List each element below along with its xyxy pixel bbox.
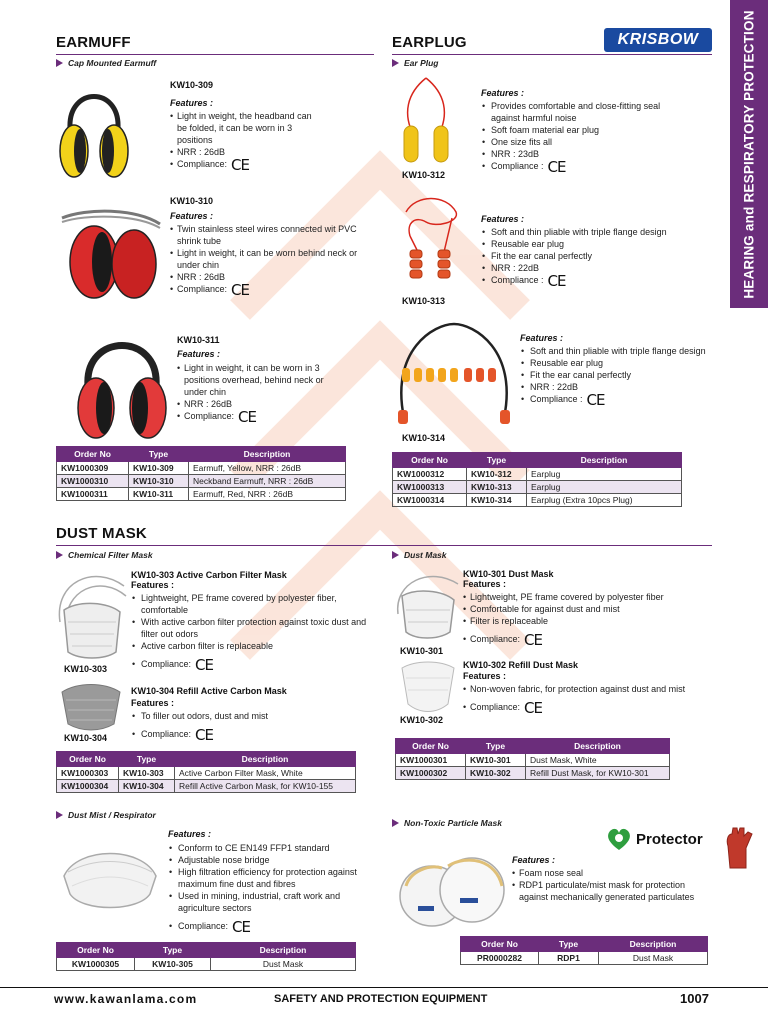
feature-item: • NRR : 26dB <box>170 271 382 283</box>
dust-mask-section-title: DUST MASK <box>56 525 147 542</box>
product-code-kw10-312: KW10-312 <box>402 170 446 180</box>
feature-item: • Lightweight, PE frame covered by polyester fiber <box>463 591 713 603</box>
earmuff-order-table <box>56 446 346 501</box>
refill-dust-mask-image <box>398 660 458 714</box>
product-code-kw10-309: KW10-309 <box>170 80 214 90</box>
table-row: PR0000282 RDP1 Dust Mask <box>461 952 708 965</box>
feature-item: • Twin stainless steel wires connected wit PVC shrink tube <box>170 223 382 247</box>
triangle-bullet-icon <box>392 551 399 559</box>
white-dust-mask-image <box>394 566 462 642</box>
feature-item: • To filler out odors, dust and mist <box>131 710 379 722</box>
features-heading: Features : <box>512 855 556 865</box>
dust-mask-order-table <box>395 738 670 780</box>
red-glove-image <box>722 826 756 870</box>
feature-item: • Foam nose seal <box>512 867 712 879</box>
column-header: Order No <box>57 752 119 767</box>
ce-mark-icon: CE <box>231 156 249 174</box>
features-list-kw10-309 <box>170 110 320 174</box>
earmuff-subheading: Cap Mounted Earmuff <box>56 58 156 68</box>
features-list-kw10-303 <box>131 592 379 674</box>
feature-item: • NRR : 23dB <box>481 148 681 160</box>
feature-item: • NRR : 26dB <box>170 146 320 158</box>
feature-item: • Compliance: CE <box>170 283 382 296</box>
respirator-subheading: Dust Mist / Respirator <box>56 810 156 820</box>
table-row: KW1000303 KW10-303 Active Carbon Filter Mask, White <box>57 767 356 780</box>
column-header: Type <box>467 453 527 468</box>
feature-item: • Soft foam material ear plug <box>481 124 681 136</box>
carbon-filter-mask-image <box>54 562 130 662</box>
column-header: Type <box>466 739 526 754</box>
krisbow-logo-text: KRISBOW <box>617 31 699 48</box>
column-header: Order No <box>461 937 539 952</box>
earplug-section-title: EARPLUG <box>392 34 467 51</box>
table-row: KW1000313 KW10-313 Earplug <box>393 481 682 494</box>
features-heading: Features : <box>520 333 564 343</box>
features-heading: Features : <box>131 580 175 590</box>
table-row: KW1000305 KW10-305 Dust Mask <box>57 958 356 971</box>
column-header: Type <box>539 937 599 952</box>
column-header: Order No <box>57 447 129 462</box>
refill-carbon-mask-image <box>58 682 124 732</box>
features-list-kw10-311 <box>177 362 327 426</box>
product-code-kw10-311: KW10-311 <box>177 335 220 345</box>
feature-item: • Compliance: CE <box>170 158 320 171</box>
product-code-kw10-302: KW10-302 <box>400 715 444 725</box>
feature-item: • NRR : 22dB <box>520 381 710 393</box>
column-header: Description <box>189 447 346 462</box>
feature-item: • Filter is replaceable <box>463 615 713 627</box>
table-row: KW1000309 KW10-309 Earmuff, Yellow, NRR : 26dB <box>57 462 346 475</box>
corded-flange-earplug-image <box>396 192 466 292</box>
features-heading: Features : <box>463 579 507 589</box>
column-header: Type <box>129 447 189 462</box>
feature-item: • Compliance : CE <box>520 393 710 406</box>
red-neckband-earmuff-image <box>56 206 164 306</box>
table-row: KW1000311 KW10-311 Earmuff, Red, NRR : 26dB <box>57 488 346 501</box>
features-list-kw10-310 <box>170 223 382 299</box>
feature-item: • Reusable ear plug <box>520 357 710 369</box>
features-list-kw10-314 <box>520 345 710 409</box>
ce-mark-icon: CE <box>524 699 542 717</box>
feature-item: • Compliance: CE <box>131 658 379 671</box>
side-tab-label: HEARING and RESPIRATORY PROTECTION <box>741 9 757 299</box>
non-toxic-order-table <box>460 936 708 965</box>
feature-item: • Comfortable for against dust and mist <box>463 603 713 615</box>
ce-mark-icon: CE <box>586 391 605 409</box>
features-heading: Features : <box>168 829 212 839</box>
dust-mask-subheading: Dust Mask <box>392 550 447 560</box>
product-code-kw10-301: KW10-301 <box>400 646 444 656</box>
product-title-kw10-302: KW10-302 Refill Dust Mask <box>463 660 579 670</box>
product-title-kw10-304: KW10-304 Refill Active Carbon Mask <box>131 686 287 696</box>
product-code-kw10-314: KW10-314 <box>402 433 446 443</box>
feature-item: • Light in weight, it can be worn in 3 positions overhead, behind neck or under chin <box>177 362 327 398</box>
column-header: Order No <box>393 453 467 468</box>
ce-mark-icon: CE <box>547 158 566 176</box>
table-row: KW1000301 KW10-301 Dust Mask, White <box>396 754 670 767</box>
protector-logo <box>606 826 703 852</box>
column-header: Order No <box>396 739 466 754</box>
feature-item: • Provides comfortable and close-fitting seal against harmful noise <box>481 100 681 124</box>
footer-rule <box>0 987 768 988</box>
feature-item: • Non-woven fabric, for protection against dust and mist <box>463 683 713 695</box>
feature-item: • RDP1 particulate/mist mask for protection against mechanically generated particulates <box>512 879 712 903</box>
chemical-filter-subheading: Chemical Filter Mask <box>56 550 153 560</box>
respirator-order-table <box>56 942 356 971</box>
features-list-kw10-312 <box>481 100 681 176</box>
feature-item: • Soft and thin pliable with triple flange design <box>520 345 710 357</box>
chemical-mask-order-table <box>56 751 356 793</box>
footer-section-name: SAFETY AND PROTECTION EQUIPMENT <box>274 993 488 1005</box>
features-list-kw10-302 <box>463 683 713 717</box>
feature-item: • Soft and thin pliable with triple flange design <box>481 226 681 238</box>
krisbow-logo <box>604 28 712 52</box>
feature-item: • Compliance: CE <box>168 920 364 933</box>
features-list-respirator <box>168 842 364 936</box>
feature-item: • Fit the ear canal perfectly <box>481 250 681 262</box>
earmuff-section-title: EARMUFF <box>56 34 131 51</box>
product-code-kw10-304: KW10-304 <box>64 733 108 743</box>
column-header: Type <box>135 943 211 958</box>
triangle-bullet-icon <box>56 551 63 559</box>
feature-item: • Adjustable nose bridge <box>168 854 364 866</box>
particle-mask-image <box>398 846 508 930</box>
feature-item: • NRR : 22dB <box>481 262 681 274</box>
table-row: KW1000304 KW10-304 Refill Active Carbon Mask, for KW10-155 <box>57 780 356 793</box>
ce-mark-icon: CE <box>238 408 256 426</box>
product-code-kw10-310: KW10-310 <box>170 196 214 206</box>
feature-item: • Compliance : CE <box>481 160 681 173</box>
feature-item: • Compliance: CE <box>177 410 327 423</box>
features-heading: Features : <box>481 88 525 98</box>
product-code-kw10-313: KW10-313 <box>402 296 446 306</box>
features-heading: Features : <box>463 671 507 681</box>
non-toxic-subheading: Non-Toxic Particle Mask <box>392 818 502 828</box>
foam-earplug-image <box>396 74 456 170</box>
product-title-kw10-301: KW10-301 Dust Mask <box>463 569 554 579</box>
ce-mark-icon: CE <box>195 656 213 674</box>
features-heading: Features : <box>170 98 214 108</box>
feature-item: • Active carbon filter is replaceable <box>131 640 379 652</box>
earplug-order-table <box>392 452 682 507</box>
table-row: KW1000314 KW10-314 Earplug (Extra 10pcs Plug) <box>393 494 682 507</box>
earplug-subheading: Ear Plug <box>392 58 438 68</box>
feature-item: • Light in weight, the headband can be folded, it can be worn in 3 positions <box>170 110 320 146</box>
feature-item: • High filtration efficiency for protection against maximum fine dust and fibres <box>168 866 364 890</box>
product-code-kw10-303: KW10-303 <box>64 664 108 674</box>
feature-item: • Reusable ear plug <box>481 238 681 250</box>
triangle-bullet-icon <box>392 819 399 827</box>
features-heading: Features : <box>481 214 525 224</box>
features-heading: Features : <box>177 349 221 359</box>
ce-mark-icon: CE <box>524 631 542 649</box>
column-header: Description <box>599 937 708 952</box>
ce-mark-icon: CE <box>232 918 250 936</box>
feature-item: • One size fits all <box>481 136 681 148</box>
protector-logo-icon <box>606 826 632 852</box>
table-row: KW1000302 KW10-302 Refill Dust Mask, for KW10-301 <box>396 767 670 780</box>
column-header: Description <box>526 739 670 754</box>
feature-item: • Compliance: CE <box>131 728 379 741</box>
column-header: Description <box>175 752 356 767</box>
features-list-kw10-301 <box>463 591 713 649</box>
protector-logo-text: Protector <box>636 830 703 848</box>
yellow-earmuff-image <box>58 76 130 186</box>
respirator-mask-image <box>58 836 162 918</box>
feature-item: • Used in mining, industrial, craft work and agriculture sectors <box>168 890 364 914</box>
feature-item: • Light in weight, it can be worn behind neck or under chin <box>170 247 382 271</box>
features-heading: Features : <box>131 698 175 708</box>
column-header: Type <box>119 752 175 767</box>
table-row: KW1000310 KW10-310 Neckband Earmuff, NRR : 26dB <box>57 475 346 488</box>
column-header: Description <box>527 453 682 468</box>
page-number: 1007 <box>680 991 709 1006</box>
features-list-kw10-304 <box>131 710 379 744</box>
earmuff-rule <box>56 54 374 55</box>
triangle-bullet-icon <box>56 811 63 819</box>
banded-earplug-image <box>394 320 514 430</box>
feature-item: • NRR : 26dB <box>177 398 327 410</box>
feature-item: • Compliance : CE <box>481 274 681 287</box>
feature-item: • Compliance: CE <box>463 633 713 646</box>
feature-item: • Fit the ear canal perfectly <box>520 369 710 381</box>
table-row: KW1000312 KW10-312 Earplug <box>393 468 682 481</box>
features-list-kw10-313 <box>481 226 681 290</box>
feature-item: • Lightweight, PE frame covered by polyester fiber, comfortable <box>131 592 379 616</box>
ce-mark-icon: CE <box>195 726 213 744</box>
feature-item: • With active carbon filter protection against toxic dust and filter out odors <box>131 616 379 640</box>
ce-mark-icon: CE <box>231 281 249 299</box>
earplug-rule <box>392 54 712 55</box>
side-category-tab <box>730 0 768 308</box>
product-title-kw10-303: KW10-303 Active Carbon Filter Mask <box>131 570 287 580</box>
feature-item: • Conform to CE EN149 FFP1 standard <box>168 842 364 854</box>
feature-item: • Compliance: CE <box>463 701 713 714</box>
triangle-bullet-icon <box>56 59 63 67</box>
column-header: Order No <box>57 943 135 958</box>
red-earmuff-image <box>74 326 170 442</box>
footer-website: www.kawanlama.com <box>54 992 198 1006</box>
triangle-bullet-icon <box>392 59 399 67</box>
features-heading: Features : <box>170 211 214 221</box>
ce-mark-icon: CE <box>547 272 566 290</box>
column-header: Description <box>211 943 356 958</box>
features-list-non-toxic <box>512 867 712 903</box>
dust-mask-rule <box>56 545 712 546</box>
